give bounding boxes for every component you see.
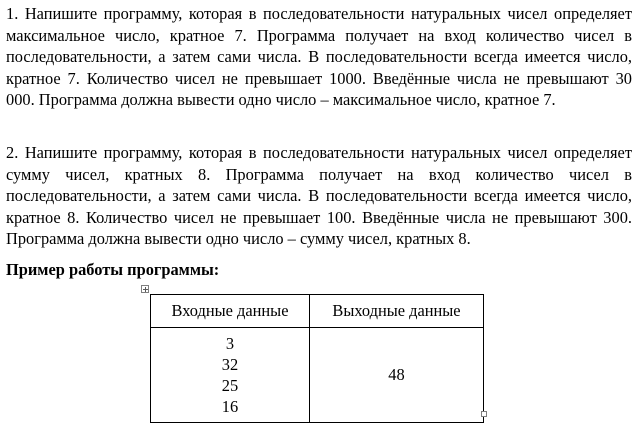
table-move-handle-icon[interactable]: [141, 285, 149, 293]
header-input-cell: Входные данные: [151, 295, 310, 328]
input-value: 3: [225, 334, 235, 353]
task-2-text: 2. Напишите программу, которая в последовательности натуральных чисел определяет сумму чисел, кратных 8. Программа получает на вход количество чисел в последовательности, а затем сами числа. В последовательности всегда имеется число, кратное 8. Количество чисел не превышает 100. Введённые числа не превышают 300. Программа должна вывести одно число – сумму чисел, кратных 8.: [6, 143, 632, 249]
io-example-table: [150, 294, 484, 423]
input-value: 32: [221, 355, 239, 374]
task-1-text: 1. Напишите программу, которая в последовательности натуральных чисел определяет максимальное число, кратное 7. Программа получает на вход количество чисел в последовательности, а затем сами числа. В последовательности всегда имеется число, кратное 7. Количество чисел не превышает 1000. Введённые числа не превышают 30 000. Программа должна вывести одно число – максимальное число, кратное 7.: [6, 4, 632, 110]
table-resize-handle-icon[interactable]: [481, 411, 487, 417]
input-data-cell: [151, 328, 310, 423]
input-value: 25: [221, 376, 239, 395]
input-value: 16: [221, 397, 239, 416]
table-header-row: [151, 295, 484, 328]
table-row: [151, 328, 484, 423]
output-data-cell: 48: [310, 328, 484, 423]
header-output-cell: Выходные данные: [310, 295, 484, 328]
example-heading: Пример работы программы:: [6, 260, 220, 279]
